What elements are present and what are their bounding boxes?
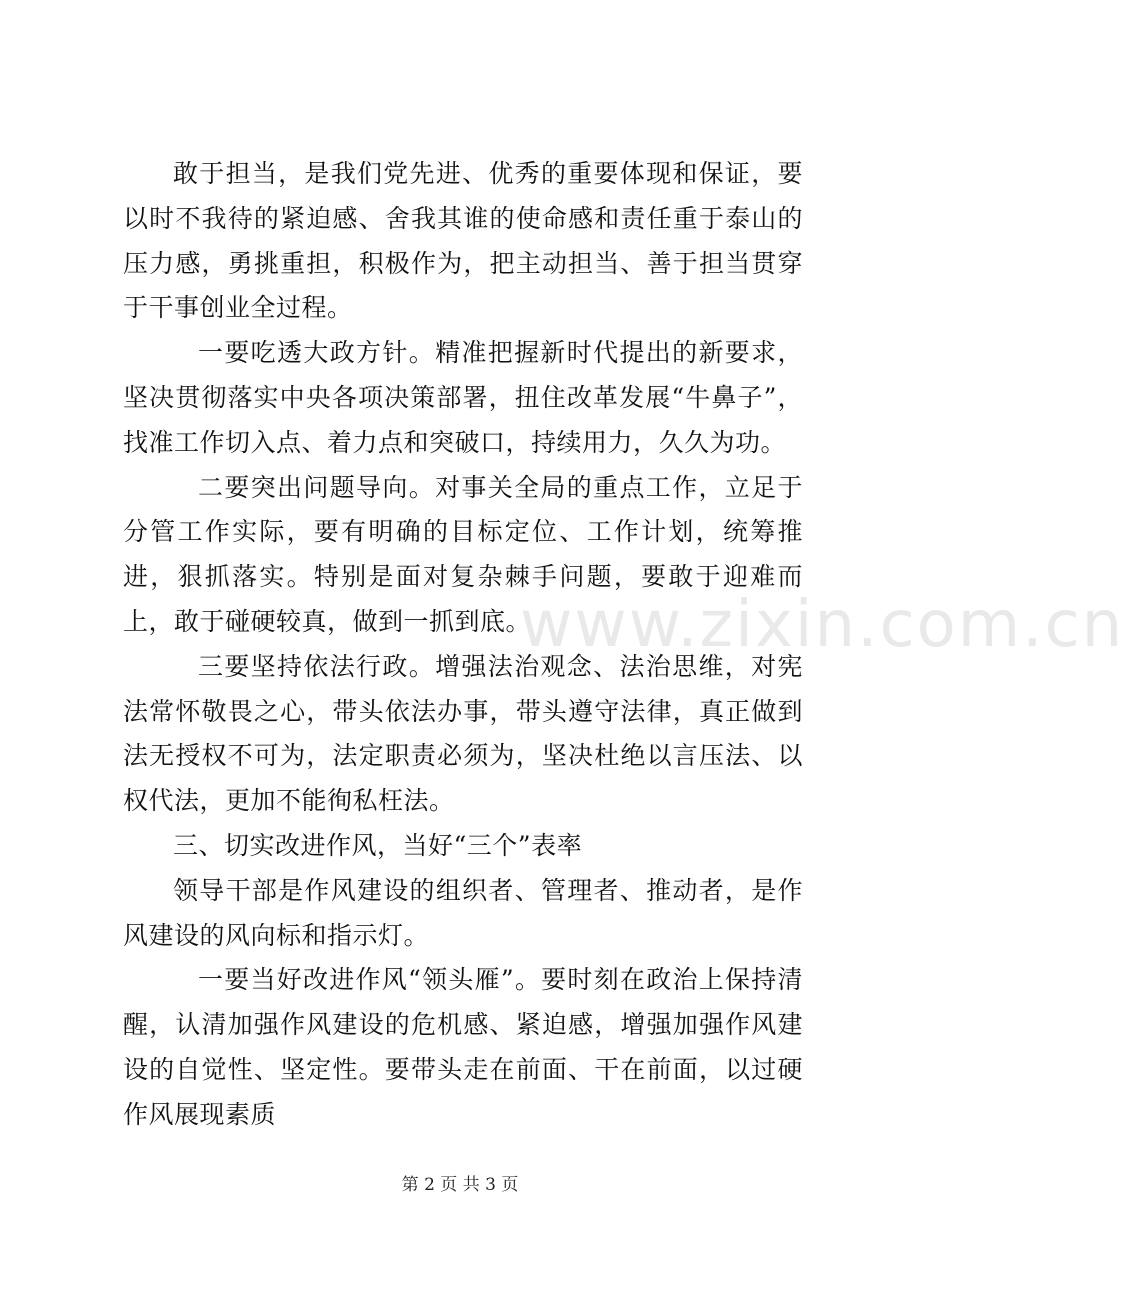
section-heading: 三、切实改进作风，当好“三个”表率	[173, 830, 583, 860]
paragraph-2: 一要吃透大政方针。精准把握新时代提出的新要求，坚决贯彻落实中央各项决策部署，扭住改革发展“牛鼻子”，找准工作切入点、着力点和突破口，持续用力，久久为功。	[123, 338, 803, 457]
page-footer: 第 2 页 共 3 页	[401, 1175, 519, 1195]
paragraph-6: 一要当好改进作风“领头雁”。要时刻在政治上保持清醒，认清加强作风建设的危机感、紧迫感，增强加强作风建设的自觉性、坚定性。要带头走在前面、干在前面，以过硬作风展现素质	[123, 965, 803, 1129]
paragraph-4: 三要坚持依法行政。增强法治观念、法治思维，对宪法常怀敬畏之心，带头依法办事，带头遵守法律，真正做到法无授权不可为，法定职责必须为，坚决杜绝以言压法、以权代法，更加不能徇私枉法。	[123, 651, 803, 816]
paragraph-5: 领导干部是作风建设的组织者、管理者、推动者，是作风建设的风向标和指示灯。	[123, 875, 803, 950]
paragraph-1: 敢于担当，是我们党先进、优秀的重要体现和保证，要以时不我待的紧迫感、舍我其谁的使命感和责任重于泰山的压力感，勇挑重担，积极作为，把主动担当、善于担当贯穿于干事创业全过程。	[123, 159, 803, 323]
document-body	[123, 152, 803, 1138]
paragraph-3: 二要突出问题导向。对事关全局的重点工作，立足于分管工作实际，要有明确的目标定位、工作计划，统筹推进，狠抓落实。特别是面对复杂棘手问题，要敢于迎难而上，敢于碰硬较真，做到一抓到底。	[123, 472, 803, 636]
watermark: www.zixin.com.cn	[520, 588, 1124, 662]
